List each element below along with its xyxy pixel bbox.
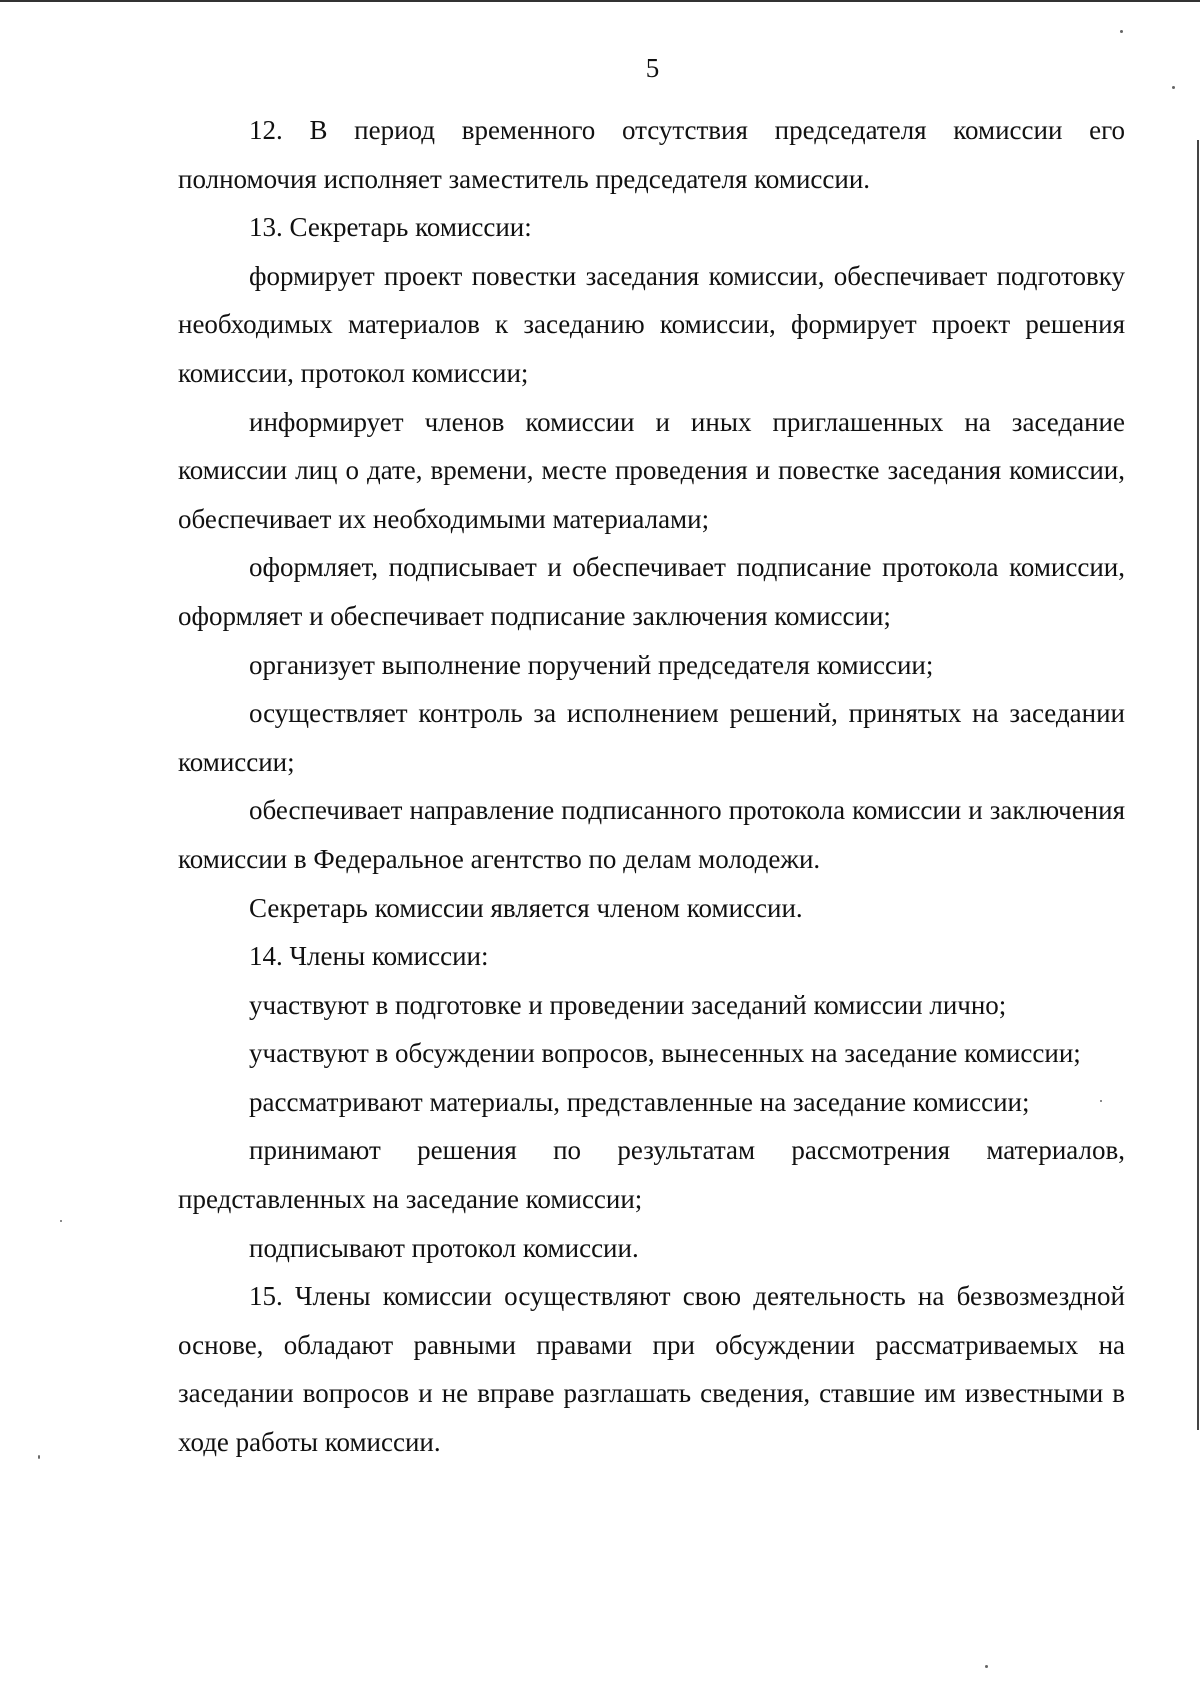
top-scan-edge [0,0,1200,2]
paragraph-members-decide: принимают решения по результатам рассмотрения материалов, представленных на заседание комиссии; [178,1135,1125,1215]
paragraph-secretary-agenda: формирует проект повестки заседания комиссии, обеспечивает подготовку необходимых материалов к заседанию комиссии, формирует проект решения комиссии, протокол комиссии; [178,260,1125,388]
paragraph-12: 12. В период временного отсутствия председателя комиссии его полномочия исполняет заместитель председателя комиссии. [178,115,1125,194]
scan-speck [1172,86,1175,89]
paragraph-15: 15. Члены комиссии осуществляют свою деятельность на безвозмездной основе, обладают равными правами при обсуждении рассматриваемых на заседании вопросов и не вправе разглашать сведения, ставшие им известными в ходе работы комиссии. [178,1281,1125,1458]
paragraph-members-sign: подписывают протокол комиссии. [249,1232,639,1263]
paragraph-members-discuss: участвуют в обсуждении вопросов, вынесенных на заседание комиссии; [249,1038,1081,1069]
scan-speck [60,1220,62,1222]
right-scan-edge [1197,140,1199,1430]
paragraph-secretary-organize: организует выполнение поручений председателя комиссии; [249,649,934,680]
paragraph-members-prepare: участвуют в подготовке и проведении заседаний комиссии лично; [249,989,1007,1020]
paragraph-secretary-inform: информирует членов комиссии и иных приглашенных на заседание комиссии лиц о дате, времени, месте проведения и повестке заседания комиссии, обеспечивает их необходимыми материалами; [178,406,1125,534]
paragraph-secretary-member: Секретарь комиссии является членом комиссии. [249,892,803,923]
paragraph-13-heading: 13. Секретарь комиссии: [249,212,532,243]
scan-speck [1120,30,1123,33]
document-body [178,106,1125,1467]
scan-speck [985,1665,988,1668]
scan-speck [38,1455,40,1459]
scan-speck [1100,1100,1102,1102]
paragraph-secretary-control: осуществляет контроль за исполнением решений, принятых на заседании комиссии; [178,698,1125,777]
page-number: 5 [645,53,660,83]
paragraph-members-review: рассматривают материалы, представленные на заседание комиссии; [249,1086,1030,1117]
paragraph-14-heading: 14. Члены комиссии: [249,941,489,972]
paragraph-secretary-send: обеспечивает направление подписанного протокола комиссии и заключения комиссии в Федеральное агентство по делам молодежи. [178,795,1125,874]
paragraph-secretary-sign: оформляет, подписывает и обеспечивает подписание протокола комиссии, оформляет и обеспечивает подписание заключения комиссии; [178,552,1125,631]
